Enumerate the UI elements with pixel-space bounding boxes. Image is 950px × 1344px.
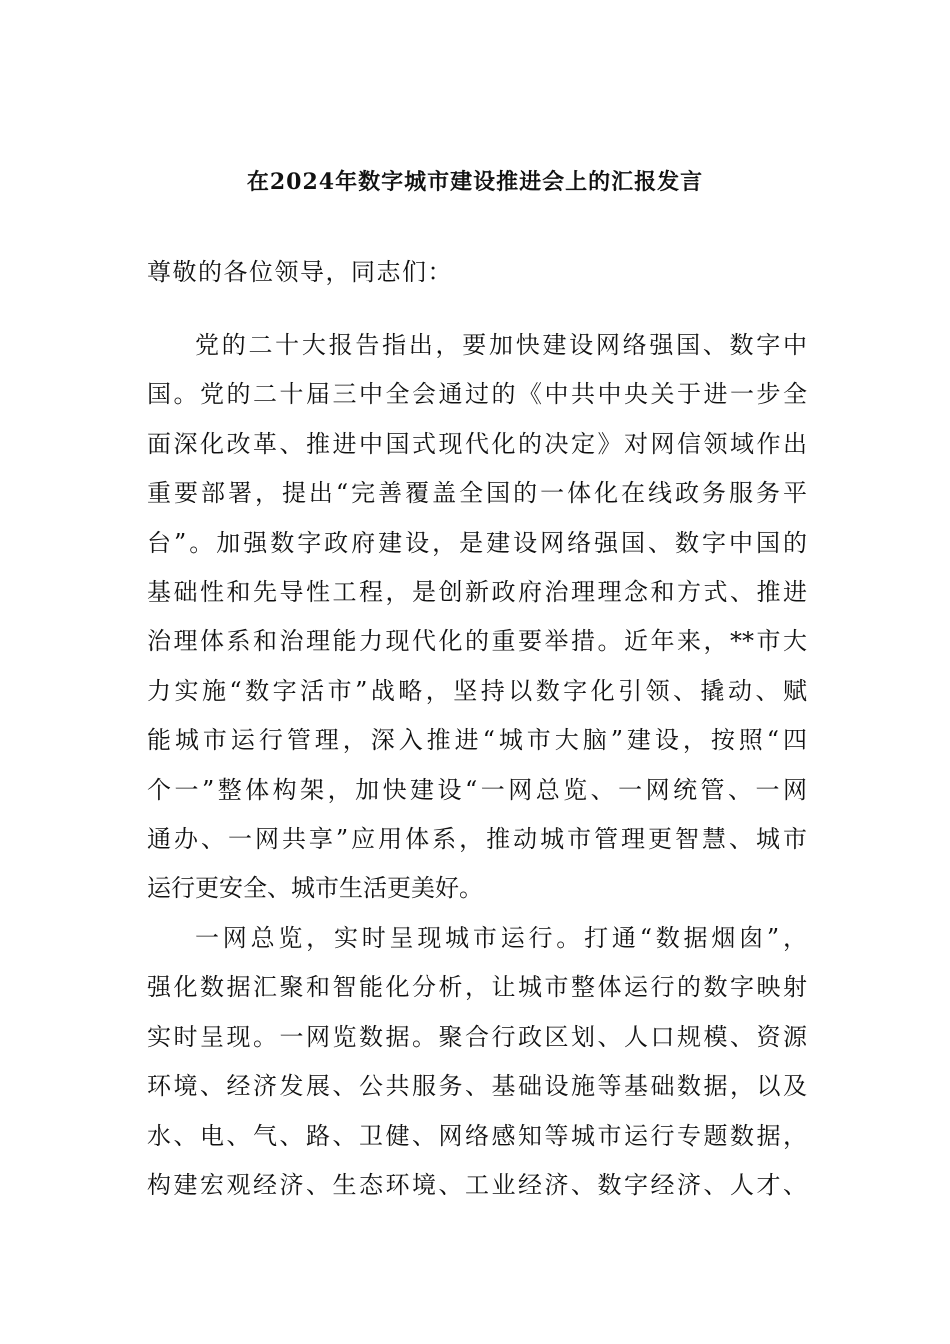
document-title: 在2024年数字城市建设推进会上的汇报发言 bbox=[246, 169, 704, 195]
paragraph-line: 国。党的二十届三中全会通过的《中共中央关于进一步全 bbox=[147, 380, 807, 409]
paragraph-line: 环境、经济发展、公共服务、基础设施等基础数据，以及 bbox=[147, 1072, 807, 1101]
salutation: 尊敬的各位领导，同志们： bbox=[147, 258, 453, 286]
paragraph-line: 治理体系和治理能力现代化的重要举措。近年来，**市大 bbox=[147, 627, 807, 656]
paragraph-line: 运行更安全、城市生活更美好。 bbox=[147, 874, 483, 903]
paragraph-2 bbox=[147, 918, 807, 1214]
paragraph-line: 实时呈现。一网览数据。聚合行政区划、人口规模、资源 bbox=[147, 1022, 807, 1051]
paragraph-line: 台”。加强数字政府建设，是建设网络强国、数字中国的 bbox=[147, 528, 807, 557]
paragraph-line: 能城市运行管理，深入推进“城市大脑”建设，按照“四 bbox=[147, 726, 807, 755]
paragraph-line: 一网总览，实时呈现城市运行。打通“数据烟囱”， bbox=[195, 924, 807, 952]
paragraph-line: 个一”整体构架，加快建设“一网总览、一网统管、一网 bbox=[147, 775, 807, 804]
paragraph-line: 构建宏观经济、生态环境、工业经济、数字经济、人才、 bbox=[147, 1170, 807, 1199]
paragraph-1 bbox=[147, 325, 807, 918]
paragraph-line: 重要部署，提出“完善覆盖全国的一体化在线政务服务平 bbox=[147, 479, 807, 508]
paragraph-line: 面深化改革、推进中国式现代化的决定》对网信领域作出 bbox=[147, 429, 807, 458]
paragraph-line: 水、电、气、路、卫健、网络感知等城市运行专题数据， bbox=[147, 1121, 807, 1150]
paragraph-line: 党的二十大报告指出，要加快建设网络强国、数字中 bbox=[195, 331, 807, 359]
paragraph-line: 强化数据汇聚和智能化分析，让城市整体运行的数字映射 bbox=[147, 973, 807, 1002]
paragraph-line: 力实施“数字活市”战略，坚持以数字化引领、撬动、赋 bbox=[147, 676, 807, 705]
paragraph-line: 基础性和先导性工程，是创新政府治理理念和方式、推进 bbox=[147, 577, 807, 606]
paragraph-line: 通办、一网共享”应用体系，推动城市管理更智慧、城市 bbox=[147, 824, 807, 853]
